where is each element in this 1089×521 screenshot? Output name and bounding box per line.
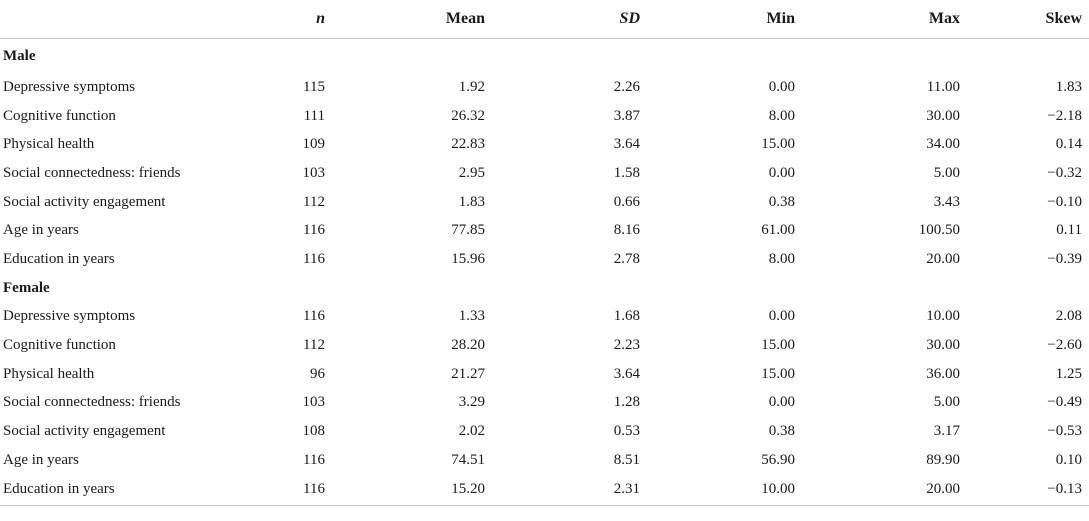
cell-sd: 3.64 [613, 136, 640, 153]
cell-max: 89.90 [926, 451, 960, 468]
header-n: n [260, 0, 325, 39]
cell-label: Age in years [3, 222, 79, 239]
cell-mean: 22.83 [451, 136, 485, 153]
table-header [0, 0, 1089, 39]
cell-max: 30.00 [926, 107, 960, 124]
cell-skew: 0.11 [1056, 222, 1082, 239]
table-row [0, 446, 1089, 475]
cell-min: 0.00 [768, 164, 795, 181]
cell-min: 0.38 [768, 193, 795, 210]
table-row [0, 360, 1089, 389]
cell-sd: 1.68 [613, 308, 640, 325]
cell-n: 115 [303, 78, 325, 95]
cell-sd: 2.78 [613, 250, 640, 267]
table-row [0, 216, 1089, 245]
cell-n: 116 [303, 250, 325, 267]
cell-label: Cognitive function [3, 337, 116, 354]
cell-mean: 15.96 [451, 250, 485, 267]
cell-skew: −0.53 [1047, 423, 1082, 440]
cell-label: Social activity engagement [3, 193, 166, 210]
cell-max: 5.00 [933, 394, 960, 411]
cell-min: 56.90 [761, 451, 795, 468]
cell-label: Physical health [3, 365, 95, 382]
cell-n: 116 [303, 222, 325, 239]
cell-max: 30.00 [926, 337, 960, 354]
cell-skew: 0.14 [1055, 136, 1082, 153]
cell-min: 10.00 [640, 475, 795, 506]
cell-sd: 3.64 [613, 365, 640, 382]
cell-label: Age in years [3, 451, 79, 468]
table-row [0, 73, 1089, 102]
cell-n: 108 [302, 423, 325, 440]
cell-n: 111 [303, 107, 325, 124]
cell-label: Depressive symptoms [3, 308, 136, 325]
cell-skew: 2.08 [1055, 308, 1082, 325]
table-row [0, 475, 1089, 506]
cell-n: 103 [302, 164, 325, 181]
cell-n: 103 [302, 394, 325, 411]
cell-max: 10.00 [926, 308, 960, 325]
cell-sd: 2.26 [613, 78, 640, 95]
cell-skew: −0.39 [1047, 250, 1082, 267]
cell-mean: 3.29 [458, 394, 485, 411]
cell-sd: 1.58 [613, 164, 640, 181]
cell-mean: 77.85 [451, 222, 485, 239]
cell-sd: 1.28 [613, 394, 640, 411]
cell-skew: −0.10 [1047, 193, 1082, 210]
cell-skew: −0.32 [1047, 164, 1082, 181]
cell-mean: 2.02 [458, 423, 485, 440]
cell-n: 109 [302, 136, 325, 153]
cell-sd: 0.53 [613, 423, 640, 440]
cell-n: 116 [303, 451, 325, 468]
cell-min: 15.00 [761, 136, 795, 153]
group-label: Male [3, 47, 36, 64]
cell-max: 36.00 [926, 365, 960, 382]
cell-max: 3.17 [933, 423, 960, 440]
table-row [0, 245, 1089, 274]
table-body [0, 39, 1089, 506]
cell-label: Social activity engagement [3, 423, 166, 440]
cell-n: 96 [310, 365, 325, 382]
header-sd: SD [485, 0, 640, 39]
cell-min: 8.00 [768, 107, 795, 124]
cell-skew: 0.10 [1055, 451, 1082, 468]
cell-min: 15.00 [761, 365, 795, 382]
cell-mean: 1.92 [458, 78, 485, 95]
cell-min: 15.00 [761, 337, 795, 354]
cell-min: 0.00 [768, 394, 795, 411]
cell-mean: 1.33 [458, 308, 485, 325]
cell-label: Education in years [0, 475, 260, 506]
cell-mean: 1.83 [458, 193, 485, 210]
cell-skew: −0.49 [1047, 394, 1082, 411]
table-row [0, 417, 1089, 446]
cell-n: 116 [260, 475, 325, 506]
table-row [0, 303, 1089, 332]
cell-label: Cognitive function [3, 107, 116, 124]
header-row [0, 0, 1089, 39]
header-skew: Skew [960, 0, 1089, 39]
cell-min: 8.00 [768, 250, 795, 267]
cell-mean: 15.20 [325, 475, 485, 506]
cell-max: 5.00 [933, 164, 960, 181]
cell-sd: 8.16 [613, 222, 640, 239]
cell-skew: 1.25 [1055, 365, 1082, 382]
cell-n: 112 [303, 193, 325, 210]
cell-sd: 0.66 [613, 193, 640, 210]
cell-sd: 2.31 [485, 475, 640, 506]
cell-n: 116 [303, 308, 325, 325]
cell-sd: 3.87 [613, 107, 640, 124]
cell-label: Social connectedness: friends [3, 394, 181, 411]
cell-skew: −0.13 [960, 475, 1089, 506]
cell-max: 20.00 [795, 475, 960, 506]
table-row [0, 130, 1089, 159]
header-mean: Mean [325, 0, 485, 39]
group-label: Female [3, 279, 50, 296]
header-label [0, 0, 260, 39]
header-max: Max [795, 0, 960, 39]
cell-min: 0.00 [768, 308, 795, 325]
cell-skew: 1.83 [1055, 78, 1082, 95]
table-row [0, 188, 1089, 217]
cell-label: Depressive symptoms [3, 78, 136, 95]
table-row [0, 102, 1089, 131]
header-min: Min [640, 0, 795, 39]
table-row [0, 159, 1089, 188]
cell-min: 0.00 [768, 78, 795, 95]
table-row [0, 331, 1089, 360]
cell-mean: 2.95 [458, 164, 485, 181]
table-row [0, 389, 1089, 418]
cell-sd: 8.51 [613, 451, 640, 468]
cell-min: 0.38 [768, 423, 795, 440]
cell-label: Physical health [3, 136, 95, 153]
cell-label: Education in years [3, 250, 115, 267]
cell-max: 11.00 [926, 78, 960, 95]
cell-mean: 21.27 [451, 365, 485, 382]
cell-mean: 26.32 [451, 107, 485, 124]
cell-skew: −2.60 [1047, 337, 1082, 354]
cell-sd: 2.23 [613, 337, 640, 354]
cell-max: 34.00 [926, 136, 960, 153]
cell-max: 100.50 [918, 222, 960, 239]
cell-n: 112 [303, 337, 325, 354]
group-row [0, 274, 1089, 303]
cell-skew: −2.18 [1047, 107, 1082, 124]
cell-max: 3.43 [933, 193, 960, 210]
cell-mean: 28.20 [451, 337, 485, 354]
cell-label: Social connectedness: friends [3, 164, 181, 181]
cell-min: 61.00 [761, 222, 795, 239]
group-row [0, 39, 1089, 74]
cell-max: 20.00 [926, 250, 960, 267]
cell-mean: 74.51 [451, 451, 485, 468]
